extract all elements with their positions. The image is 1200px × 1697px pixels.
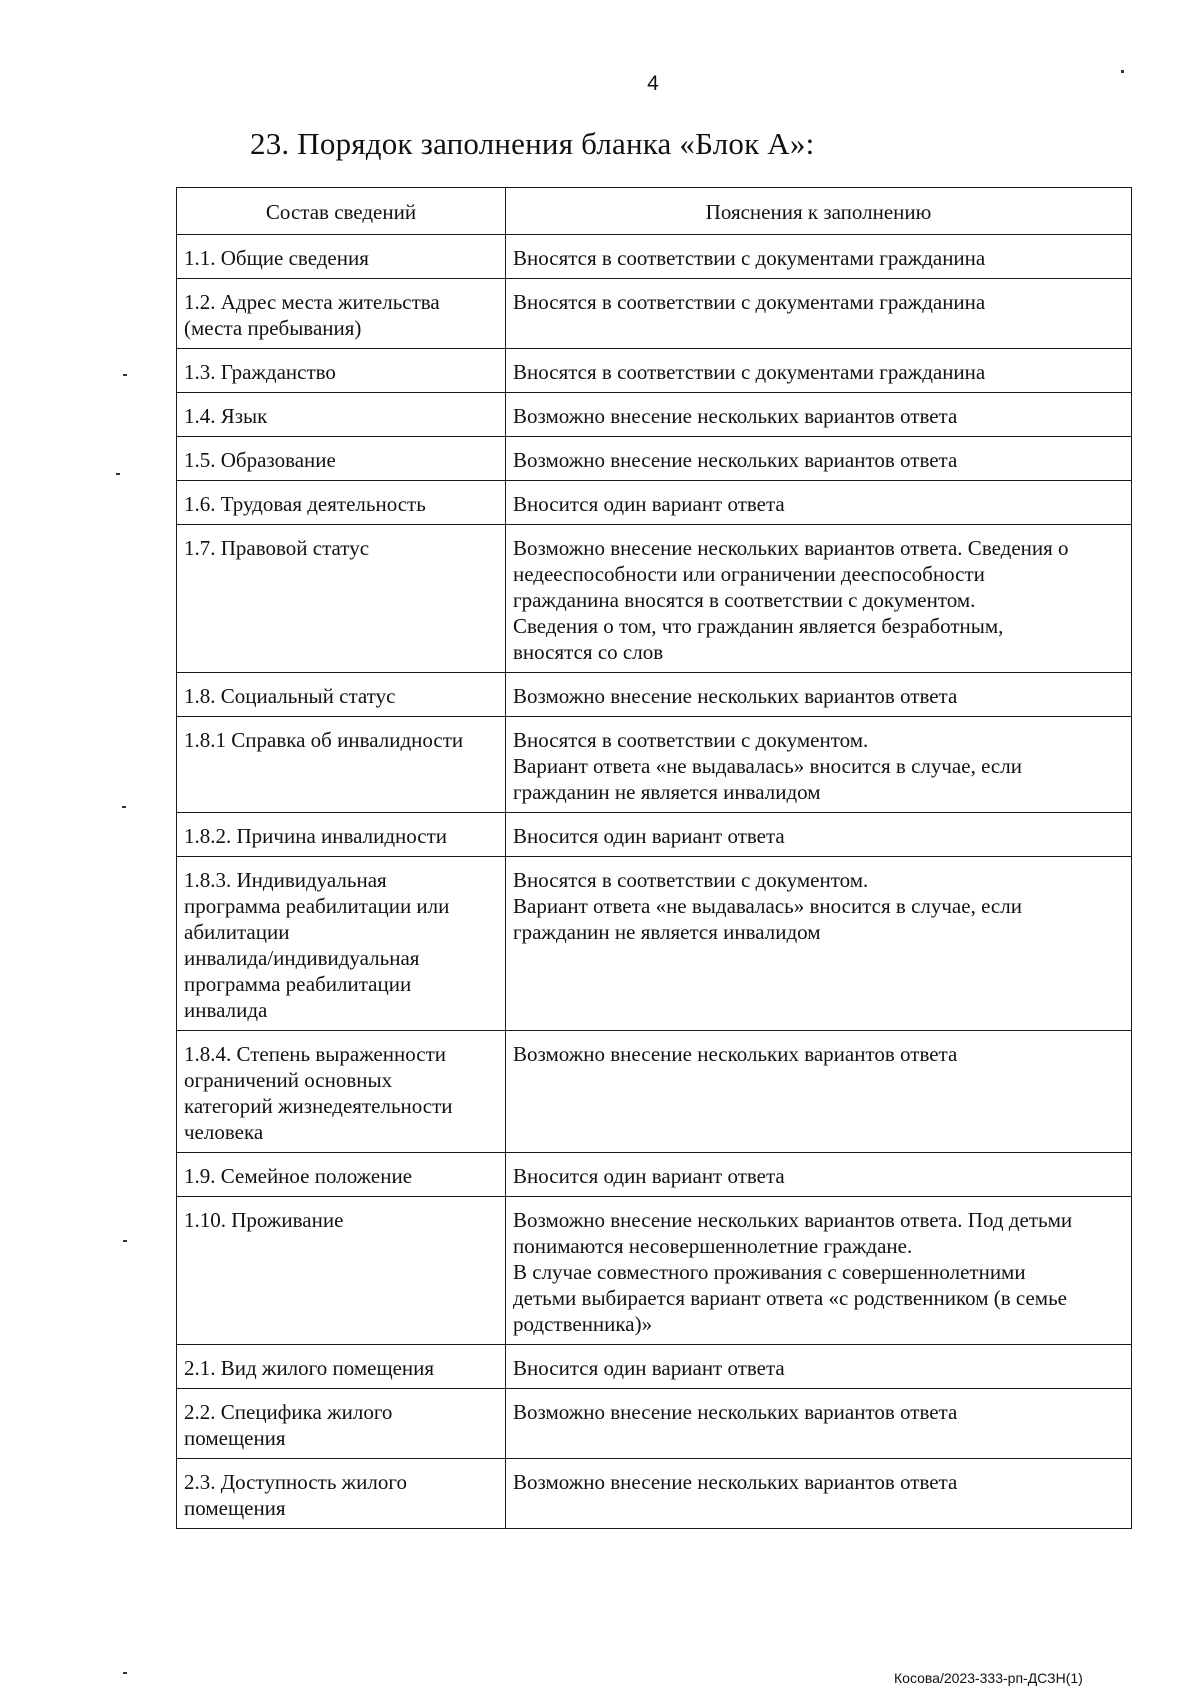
row-item-name: 1.3. Гражданство [177,349,506,393]
row-explanation: Вносятся в соответствии с документом. Вариант ответа «не выдавалась» вносится в случае, если гражданин не является инвалидом [506,717,1132,813]
table-row [177,1197,1132,1345]
filling-instructions-table [176,187,1132,1529]
table-row [177,813,1132,857]
row-item-name: 1.9. Семейное положение [177,1153,506,1197]
row-item-name: 1.5. Образование [177,437,506,481]
row-item-name: 1.8.2. Причина инвалидности [177,813,506,857]
table-row [177,717,1132,813]
row-explanation: Вносятся в соответствии с документом. Вариант ответа «не выдавалась» вносится в случае, если гражданин не является инвалидом [506,857,1132,1031]
scan-speck [1121,70,1124,73]
row-item-name: 1.2. Адрес места жительства (места пребывания) [177,279,506,349]
row-explanation: Вносится один вариант ответа [506,481,1132,525]
row-explanation: Возможно внесение нескольких вариантов ответа [506,437,1132,481]
page-number: 4 [647,72,659,95]
row-explanation: Возможно внесение нескольких вариантов ответа [506,1389,1132,1459]
column-header-composition: Состав сведений [177,188,506,235]
row-explanation: Вносится один вариант ответа [506,1345,1132,1389]
scan-speck [123,1672,127,1674]
row-item-name: 2.1. Вид жилого помещения [177,1345,506,1389]
scan-speck [123,374,127,376]
scan-speck [116,473,120,475]
row-item-name: 2.3. Доступность жилого помещения [177,1459,506,1529]
table-row [177,437,1132,481]
row-item-name: 1.1. Общие сведения [177,235,506,279]
scan-speck [122,806,126,808]
table-header-row [177,188,1132,235]
table-row [177,279,1132,349]
row-explanation: Возможно внесение нескольких вариантов ответа. Под детьми понимаются несовершеннолетние граждане. В случае совместного проживания с совершеннолетними детьми выбирается вариант ответа «с родственником (в семье родственника)» [506,1197,1132,1345]
table-row [177,1031,1132,1153]
row-explanation: Вносится один вариант ответа [506,813,1132,857]
row-explanation: Возможно внесение нескольких вариантов ответа [506,393,1132,437]
table-row [177,857,1132,1031]
section-heading: 23. Порядок заполнения бланка «Блок А»: [250,126,815,161]
row-explanation: Вносятся в соответствии с документами гражданина [506,279,1132,349]
document-code: Косова/2023-333-рп-ДСЗН(1) [894,1670,1083,1686]
row-item-name: 1.8.3. Индивидуальная программа реабилитации или абилитации инвалида/индивидуальная программа реабилитации инвалида [177,857,506,1031]
row-item-name: 1.7. Правовой статус [177,525,506,673]
row-item-name: 1.8.1 Справка об инвалидности [177,717,506,813]
table-row [177,349,1132,393]
row-item-name: 1.4. Язык [177,393,506,437]
row-item-name: 1.6. Трудовая деятельность [177,481,506,525]
table-row [177,673,1132,717]
table-row [177,1459,1132,1529]
row-explanation: Возможно внесение нескольких вариантов ответа [506,673,1132,717]
table-row [177,481,1132,525]
row-item-name: 1.8. Социальный статус [177,673,506,717]
table-row [177,1389,1132,1459]
row-explanation: Возможно внесение нескольких вариантов ответа [506,1031,1132,1153]
table-row [177,525,1132,673]
row-explanation: Возможно внесение нескольких вариантов ответа [506,1459,1132,1529]
column-header-explanations: Пояснения к заполнению [506,188,1132,235]
table-row [177,393,1132,437]
row-explanation: Возможно внесение нескольких вариантов ответа. Сведения о недееспособности или ограничении дееспособности гражданина вносятся в соответствии с документом. Сведения о том, что гражданин является безработным, вносятся со слов [506,525,1132,673]
row-item-name: 1.10. Проживание [177,1197,506,1345]
row-item-name: 2.2. Специфика жилого помещения [177,1389,506,1459]
row-item-name: 1.8.4. Степень выраженности ограничений основных категорий жизнедеятельности человека [177,1031,506,1153]
row-explanation: Вносятся в соответствии с документами гражданина [506,235,1132,279]
table-row [177,235,1132,279]
table-row [177,1153,1132,1197]
row-explanation: Вносятся в соответствии с документами гражданина [506,349,1132,393]
scan-speck [123,1240,127,1242]
table-row [177,1345,1132,1389]
row-explanation: Вносится один вариант ответа [506,1153,1132,1197]
